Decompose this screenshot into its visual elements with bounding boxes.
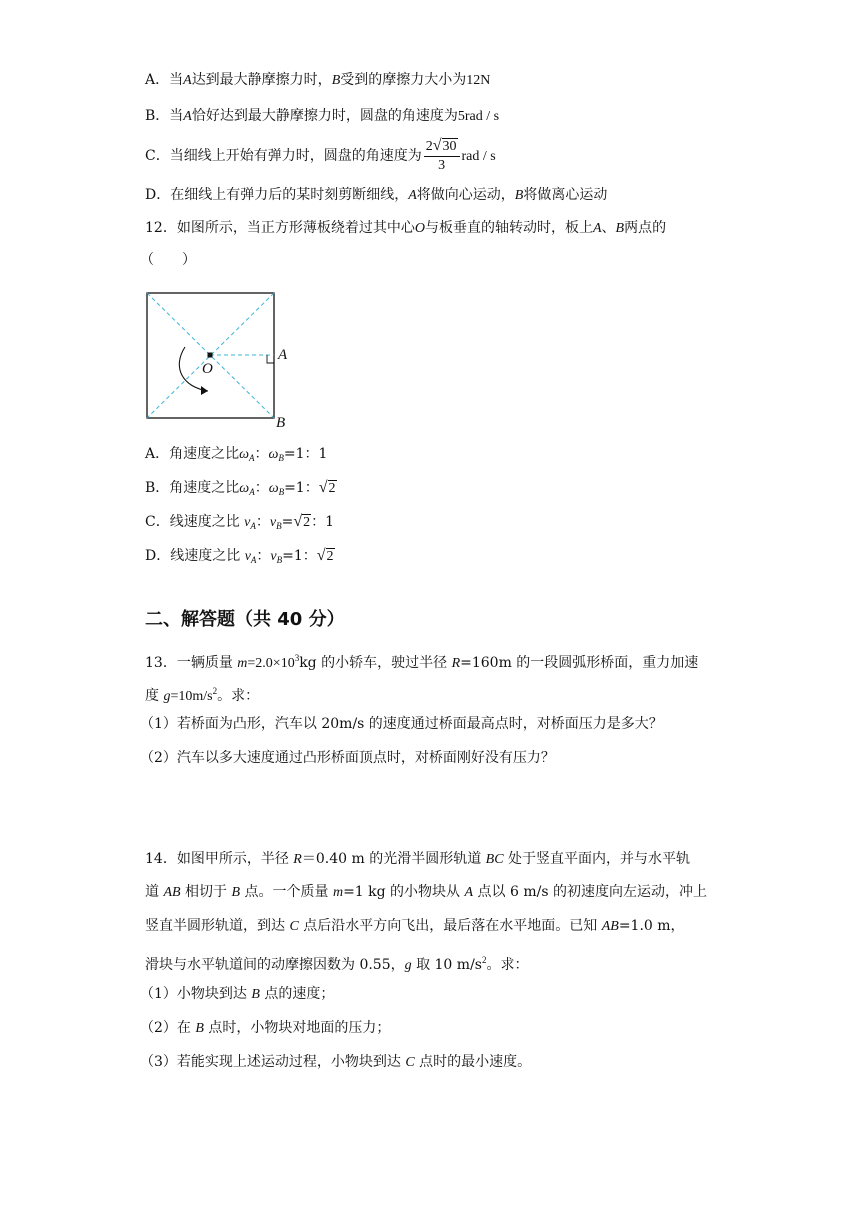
q13-stem-line2: 度 $g=10m/s^2$。求：	[145, 686, 260, 704]
label-b: B	[276, 415, 286, 430]
center-point	[208, 353, 213, 358]
q12-option-a: A．角速度之比$\omega_A$：$\omega_B=1$：1	[145, 446, 328, 463]
q12-option-c: C．线速度之比 $v_A$：$v_B=√2$：1	[145, 513, 335, 531]
q11-option-b: B．当A恰好达到最大静摩擦力时，圆盘的角速度为5rad / s	[145, 108, 500, 124]
fraction: $\frac{2√30}{3}$	[424, 137, 460, 175]
q12-stem-line1: 12．如图所示，当正方形薄板绕着过其中心O与板垂直的轴转动时，板上A、B两点的	[145, 220, 667, 236]
right-angle-mark	[267, 355, 274, 363]
q11-option-c: C．当细线上开始有弹力时，圆盘的角速度为 $\frac{2√30}{3}$ rad / s	[145, 137, 496, 173]
sqrt-2: √2	[316, 547, 334, 564]
q13-sub-1: （1）若桥面为凸形，汽车以 20m/s 的速度通过桥面最高点时，对桥面压力是多大？	[140, 716, 663, 732]
q14-stem-line3: 竖直半圆形轨道，到达 C 点后沿水平方向飞出，最后落在水平地面。已知 AB=1.0 m，	[145, 918, 685, 934]
q12-option-b: B．角速度之比$\omega_A$：$\omega_B=1$：√2	[145, 479, 336, 497]
section-heading: 二、解答题（共 40 分）	[145, 609, 345, 630]
q13-stem-line1: 13．一辆质量 $m=2.0\times 10^3kg$ 的小轿车，驶过半径 R=160m 的一段圆弧形桥面，重力加速	[145, 653, 699, 671]
label-o: O	[202, 361, 213, 377]
square-plate-figure	[140, 285, 300, 430]
q14-sub-1: （1）小物块到达 B 点的速度；	[140, 986, 335, 1002]
label-a: A	[278, 347, 288, 363]
q11-option-d: D．在细线上有弹力后的某时刻剪断细线，A将做向心运动，B将做离心运动	[145, 187, 608, 203]
sqrt-2: √2	[293, 513, 311, 530]
q12-option-d: D．线速度之比 $v_A$：$v_B=1$：√2	[145, 547, 334, 565]
q12-stem-line2: （ ）	[140, 252, 196, 268]
sqrt-2: √2	[318, 479, 336, 496]
q14-sub-3: （3）若能实现上述运动过程，小物块到达 C 点时的最小速度。	[140, 1054, 532, 1070]
q14-stem-line4: 滑块与水平轨道间的动摩擦因数为 0.55，g 取 10 $m/s^2$。求：	[145, 955, 529, 973]
q14-stem-line1: 14．如图甲所示，半径 R＝0.40 m 的光滑半圆形轨道 BC 处于竖直平面内，并与水平轨	[145, 851, 690, 867]
rotation-arrowhead	[201, 386, 208, 395]
q14-sub-2: （2）在 B 点时，小物块对地面的压力；	[140, 1020, 391, 1036]
q14-stem-line2: 道 AB 相切于 B 点。一个质量 m=1 kg 的小物块从 A 点以 6 m/s 的初速度向左运动，冲上	[145, 884, 707, 900]
q11-option-a: A．当A达到最大静摩擦力时，B受到的摩擦力大小为12N	[145, 72, 491, 88]
q13-sub-2: （2）汽车以多大速度通过凸形桥面顶点时，对桥面刚好没有压力？	[140, 750, 555, 766]
